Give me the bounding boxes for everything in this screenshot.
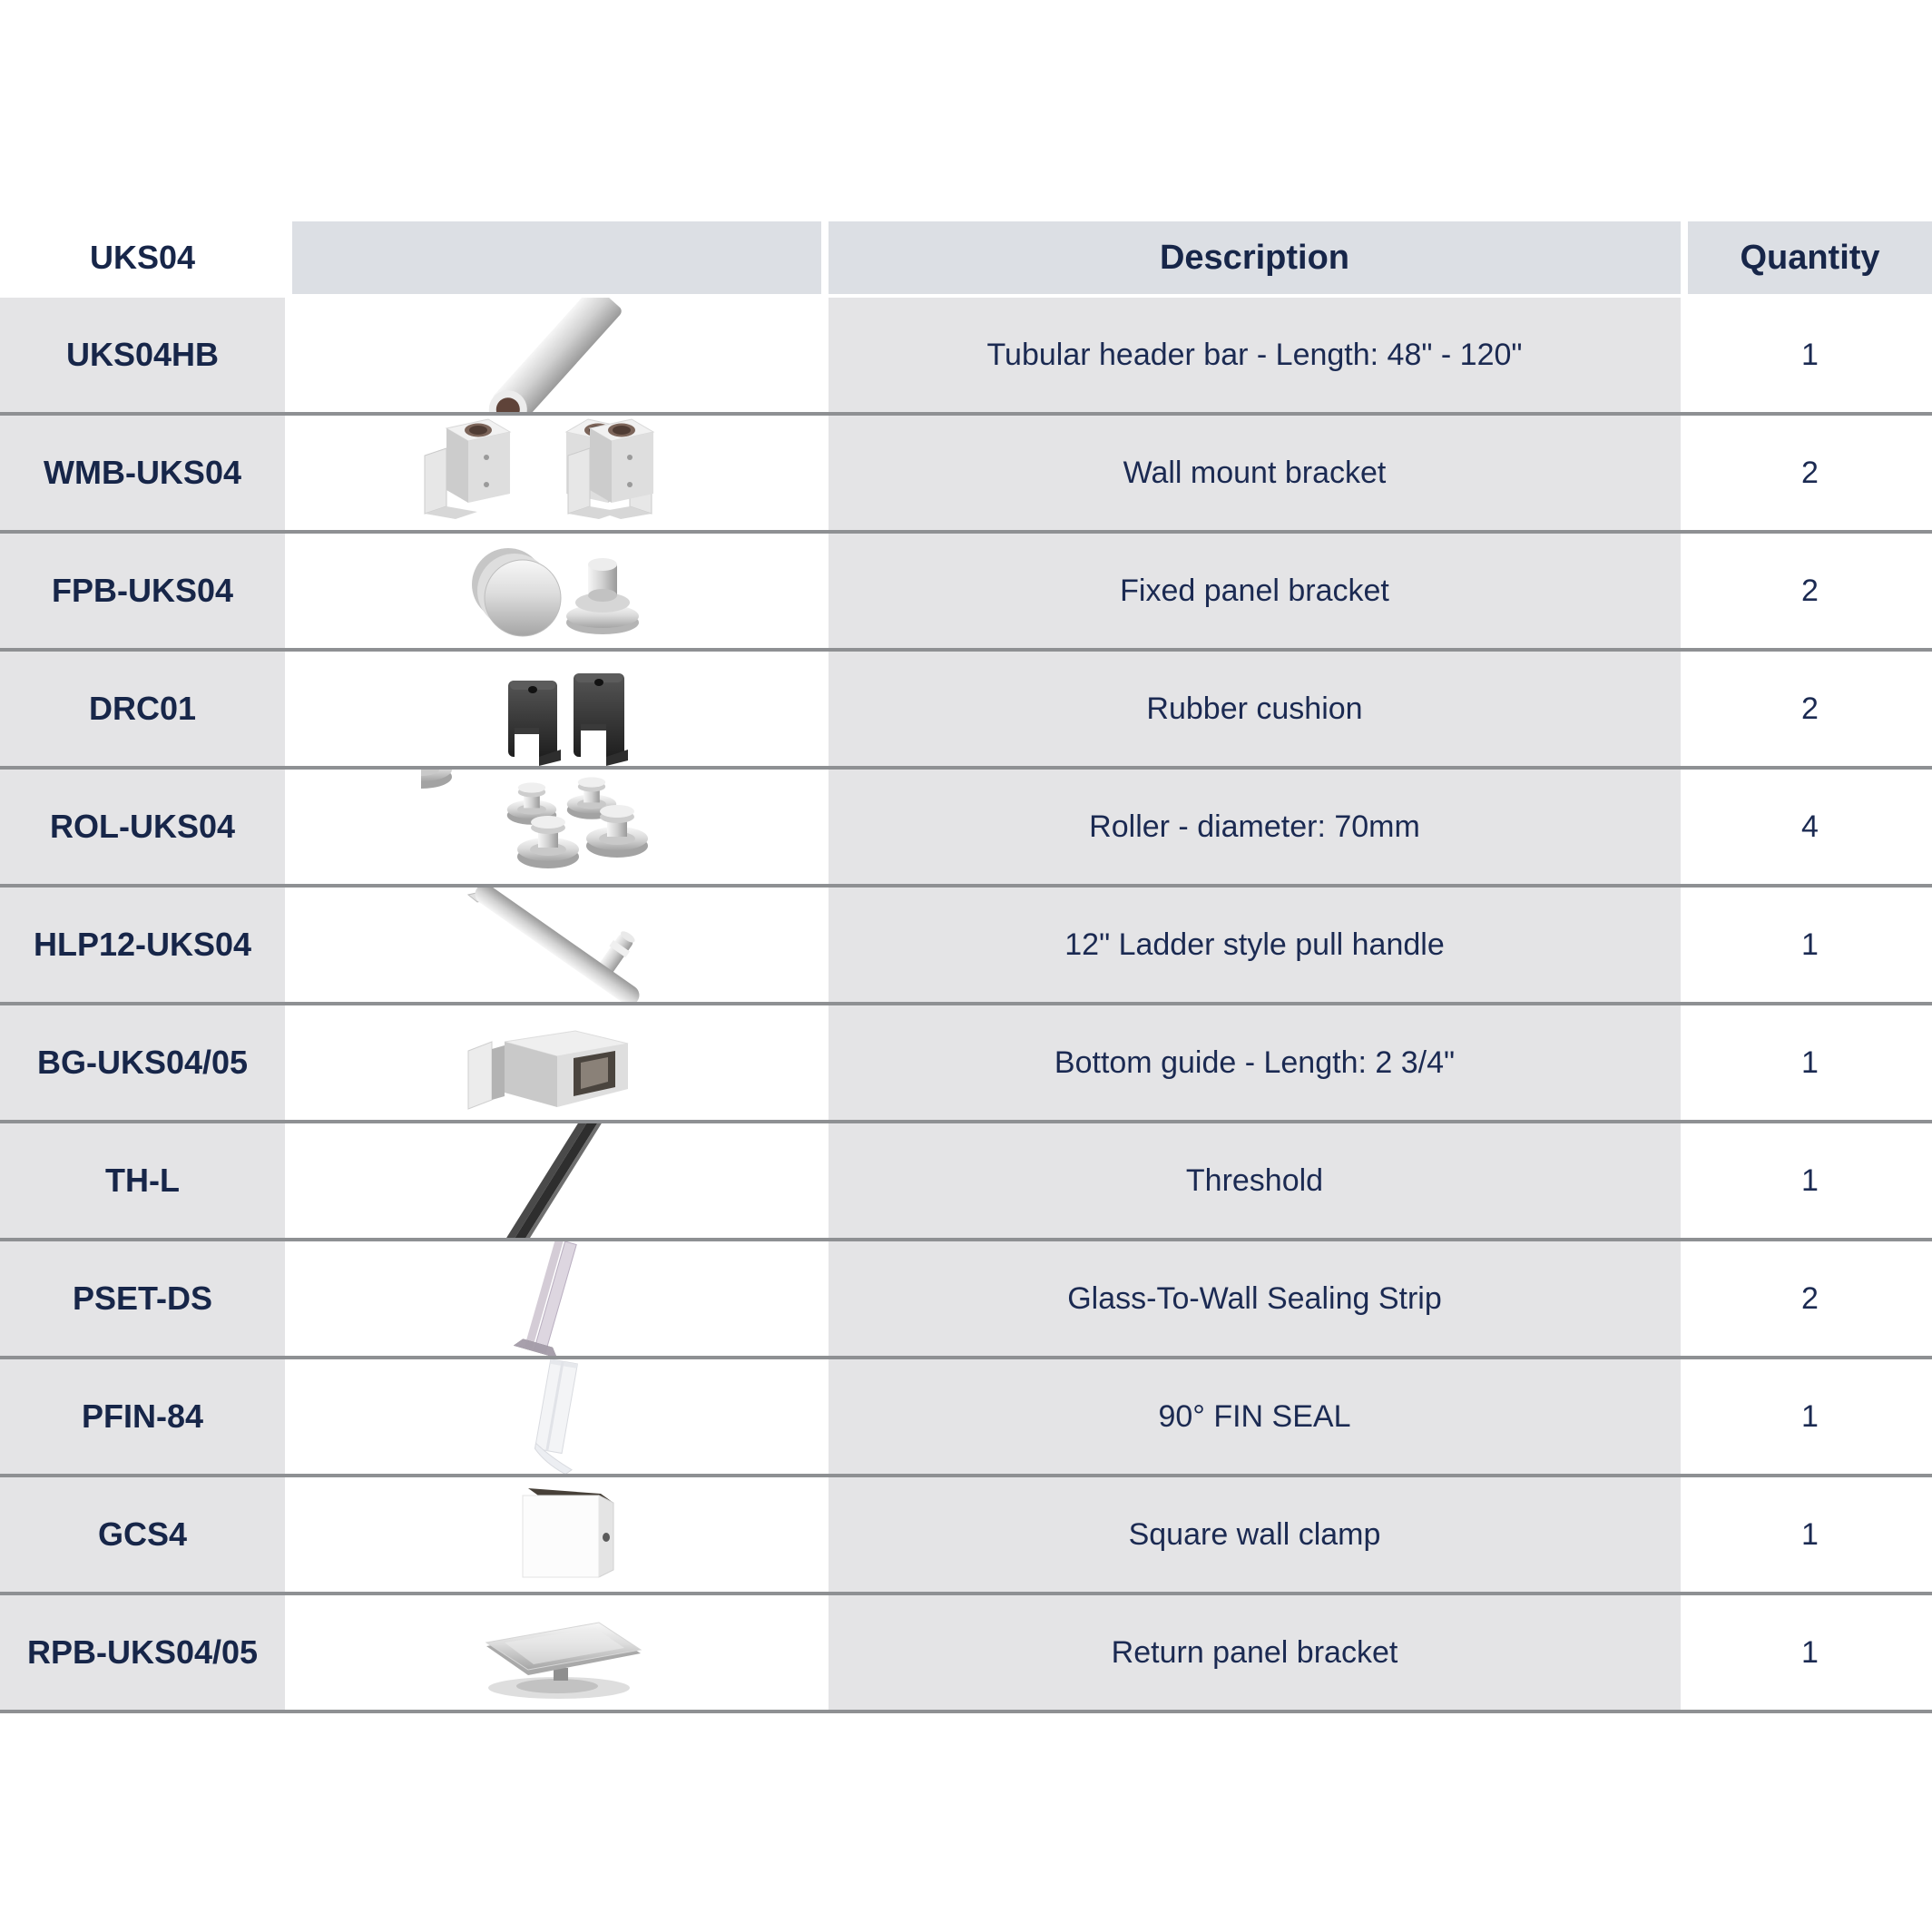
part-quantity: 2 xyxy=(1688,416,1932,530)
table-row xyxy=(0,1359,1932,1477)
part-quantity: 4 xyxy=(1688,770,1932,884)
part-description: Square wall clamp xyxy=(829,1477,1681,1592)
table-row xyxy=(0,1595,1932,1713)
wall-mount-bracket-image xyxy=(421,416,693,530)
part-quantity: 1 xyxy=(1688,1595,1932,1710)
bottom-guide-image xyxy=(421,1005,693,1120)
part-description: Wall mount bracket xyxy=(829,416,1681,530)
part-quantity: 1 xyxy=(1688,1477,1932,1592)
part-image-cell xyxy=(292,1359,821,1474)
description-column-header: Description xyxy=(829,221,1681,294)
part-description: Return panel bracket xyxy=(829,1595,1681,1710)
parts-table xyxy=(0,221,1932,1713)
part-code: HLP12-UKS04 xyxy=(0,888,285,1002)
part-quantity: 1 xyxy=(1688,1005,1932,1120)
threshold-image xyxy=(421,1123,693,1238)
part-quantity: 1 xyxy=(1688,1123,1932,1238)
part-code: ROL-UKS04 xyxy=(0,770,285,884)
part-description: Fixed panel bracket xyxy=(829,534,1681,648)
part-quantity: 1 xyxy=(1688,298,1932,412)
kit-code-header: UKS04 xyxy=(0,221,285,294)
part-image-cell xyxy=(292,1123,821,1238)
part-code: BG-UKS04/05 xyxy=(0,1005,285,1120)
part-quantity: 2 xyxy=(1688,652,1932,766)
table-row xyxy=(0,1477,1932,1595)
table-row xyxy=(0,1241,1932,1359)
part-image-cell xyxy=(292,1005,821,1120)
ladder-pull-handle-image xyxy=(421,888,693,1002)
part-code: RPB-UKS04/05 xyxy=(0,1595,285,1710)
part-image-cell xyxy=(292,416,821,530)
part-image-cell xyxy=(292,298,821,412)
part-quantity: 2 xyxy=(1688,534,1932,648)
part-description: Roller - diameter: 70mm xyxy=(829,770,1681,884)
column-gap xyxy=(285,221,292,294)
glass-to-wall-sealing-strip-image xyxy=(421,1241,693,1356)
square-wall-clamp-image xyxy=(421,1477,693,1592)
column-gap xyxy=(821,221,829,294)
part-quantity: 1 xyxy=(1688,888,1932,1002)
table-row xyxy=(0,416,1932,534)
table-row xyxy=(0,1123,1932,1241)
part-description: 12" Ladder style pull handle xyxy=(829,888,1681,1002)
fin-seal-image xyxy=(421,1359,693,1474)
table-header-row xyxy=(0,221,1932,294)
return-panel-bracket-image xyxy=(421,1595,693,1710)
image-column-header xyxy=(292,221,821,294)
part-description: Threshold xyxy=(829,1123,1681,1238)
part-code: WMB-UKS04 xyxy=(0,416,285,530)
part-image-cell xyxy=(292,1477,821,1592)
table-row xyxy=(0,770,1932,888)
part-description: 90° FIN SEAL xyxy=(829,1359,1681,1474)
part-quantity: 1 xyxy=(1688,1359,1932,1474)
part-image-cell xyxy=(292,1241,821,1356)
part-quantity: 2 xyxy=(1688,1241,1932,1356)
table-row xyxy=(0,652,1932,770)
table-row xyxy=(0,534,1932,652)
column-gap xyxy=(1681,221,1688,294)
part-code: TH-L xyxy=(0,1123,285,1238)
table-row xyxy=(0,298,1932,416)
part-image-cell xyxy=(292,534,821,648)
rubber-cushion-image xyxy=(421,652,693,766)
tubular-header-bar-image xyxy=(421,298,693,412)
table-row xyxy=(0,1005,1932,1123)
fixed-panel-bracket-image xyxy=(421,534,693,648)
part-description: Bottom guide - Length: 2 3/4" xyxy=(829,1005,1681,1120)
part-code: PFIN-84 xyxy=(0,1359,285,1474)
part-image-cell xyxy=(292,888,821,1002)
roller-image xyxy=(421,770,693,884)
part-code: FPB-UKS04 xyxy=(0,534,285,648)
part-description: Rubber cushion xyxy=(829,652,1681,766)
part-code: PSET-DS xyxy=(0,1241,285,1356)
part-code: DRC01 xyxy=(0,652,285,766)
part-code: UKS04HB xyxy=(0,298,285,412)
part-description: Glass-To-Wall Sealing Strip xyxy=(829,1241,1681,1356)
part-image-cell xyxy=(292,652,821,766)
part-code: GCS4 xyxy=(0,1477,285,1592)
table-row xyxy=(0,888,1932,1005)
quantity-column-header: Quantity xyxy=(1688,221,1932,294)
part-description: Tubular header bar - Length: 48" - 120" xyxy=(829,298,1681,412)
part-image-cell xyxy=(292,1595,821,1710)
part-image-cell xyxy=(292,770,821,884)
